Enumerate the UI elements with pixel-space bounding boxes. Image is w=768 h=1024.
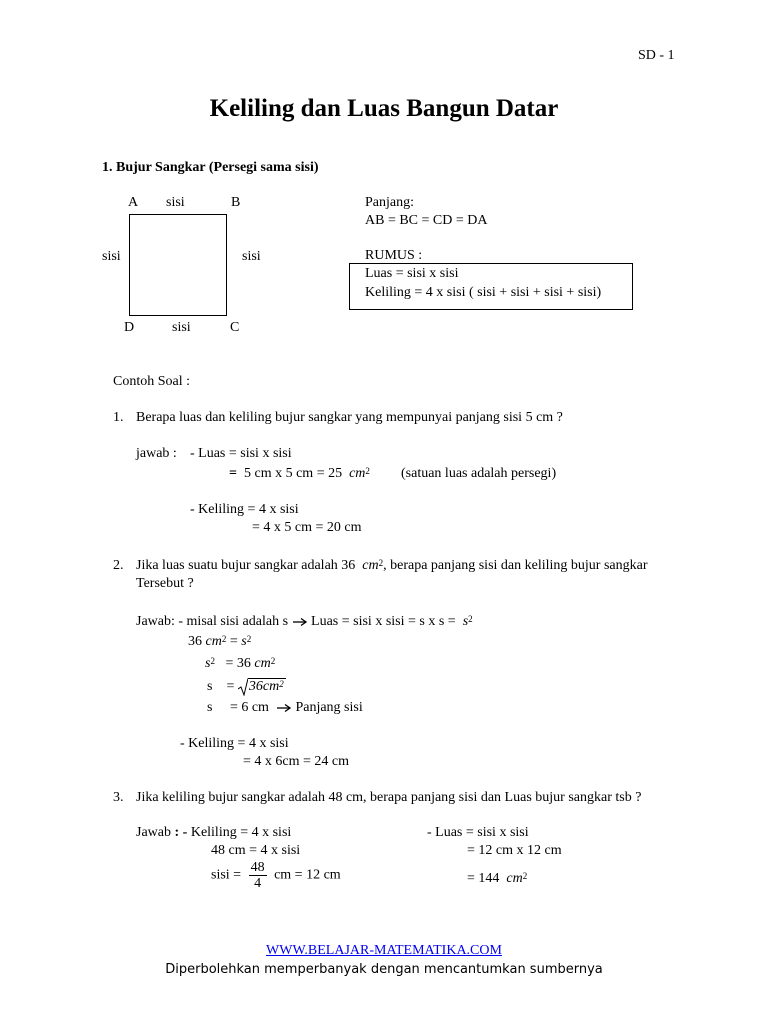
- q3-number: 3.: [113, 790, 124, 805]
- contoh-soal-label: Contoh Soal :: [113, 374, 191, 389]
- side-label-left: sisi: [102, 249, 121, 264]
- rumus-label: RUMUS :: [365, 248, 423, 263]
- q2-eq2: $s^2$ = 36 $cm^2$: [205, 656, 276, 671]
- page-title: Keliling dan Luas Bangun Datar: [209, 95, 559, 122]
- arrow-right-icon: [276, 703, 292, 713]
- q3-luas-line2: = 12 cm x 12 cm: [467, 843, 562, 858]
- q3-luas-line1: - Luas = sisi x sisi: [427, 825, 529, 840]
- panjang-label: Panjang:: [365, 195, 414, 210]
- q1-question: Berapa luas dan keliling bujur sangkar yang mempunyai panjang sisi 5 cm ?: [136, 410, 563, 425]
- section-heading: 1. Bujur Sangkar (Persegi sama sisi): [102, 160, 319, 175]
- q2-eq4: s = 6 cm Panjang sisi: [207, 700, 363, 715]
- side-label-top: sisi: [166, 195, 185, 210]
- q2-eq1: 36 $cm^2 = s^2$: [188, 634, 252, 649]
- q1-keliling-line1: - Keliling = 4 x sisi: [190, 502, 299, 517]
- footer-note: Diperbolehkan memperbanyak dengan mencantumkan sumbernya: [165, 962, 603, 977]
- q2-keliling-line1: - Keliling = 4 x sisi: [180, 736, 289, 751]
- page-code: SD - 1: [638, 48, 675, 63]
- q1-number: 1.: [113, 410, 124, 425]
- radical-sign-icon: [238, 678, 248, 696]
- side-label-right: sisi: [242, 249, 261, 264]
- q1-luas-line1: - Luas = sisi x sisi: [190, 446, 292, 461]
- q1-jawab: jawab :: [136, 446, 177, 461]
- q3-sisi-line: sisi = $\frac{48}{4}$ cm = 12 cm: [211, 860, 341, 891]
- q2-jawab-line: Jawab: - misal sisi adalah s Luas = sisi x sisi = s x $s = s^2$: [136, 614, 473, 629]
- panjang-equation: AB = BC = CD = DA: [365, 213, 488, 228]
- vertex-b: B: [231, 195, 241, 210]
- website-link[interactable]: WWW.BELAJAR-MATEMATIKA.COM: [266, 943, 502, 958]
- q3-question: Jika keliling bujur sangkar adalah 48 cm, berapa panjang sisi dan Luas bujur sangkar tsb ?: [136, 790, 642, 805]
- fraction: $\frac{48}{4}$: [250, 860, 265, 891]
- q2-keliling-line2: = 4 x 6cm = 24 cm: [243, 754, 349, 769]
- arrow-right-icon: [292, 617, 308, 627]
- square-diagram: [129, 214, 227, 316]
- rumus-luas: Luas = sisi x sisi: [365, 266, 459, 281]
- q2-question: Jika luas suatu bujur sangkar adalah 36 $cm^2$, berapa panjang sisi dan keliling bujur sangkar: [136, 558, 648, 573]
- vertex-d: D: [124, 320, 135, 335]
- rumus-keliling: Keliling = 4 x sisi ( sisi + sisi + sisi + sisi): [365, 285, 602, 300]
- vertex-a: A: [128, 195, 139, 210]
- q2-question-line2: Tersebut ?: [136, 576, 194, 591]
- q3-keliling-line1: Jawab : - Keliling = 4 x sisi: [136, 825, 292, 840]
- q3-luas-line3: = 144 $cm^2$: [467, 871, 528, 886]
- q3-keliling-line2: 48 cm = 4 x sisi: [211, 843, 301, 858]
- q1-luas-line2: = 5 cm x 5 cm = 25 $cm^2$: [229, 466, 370, 481]
- q1-note: (satuan luas adalah persegi): [401, 466, 557, 481]
- vertex-c: C: [230, 320, 240, 335]
- square-root: $36cm^2$: [238, 678, 286, 696]
- q2-eq3: s = $36cm^2$: [207, 679, 284, 695]
- q1-keliling-line2: = 4 x 5 cm = 20 cm: [252, 520, 362, 535]
- q2-number: 2.: [113, 558, 124, 573]
- side-label-bottom: sisi: [172, 320, 191, 335]
